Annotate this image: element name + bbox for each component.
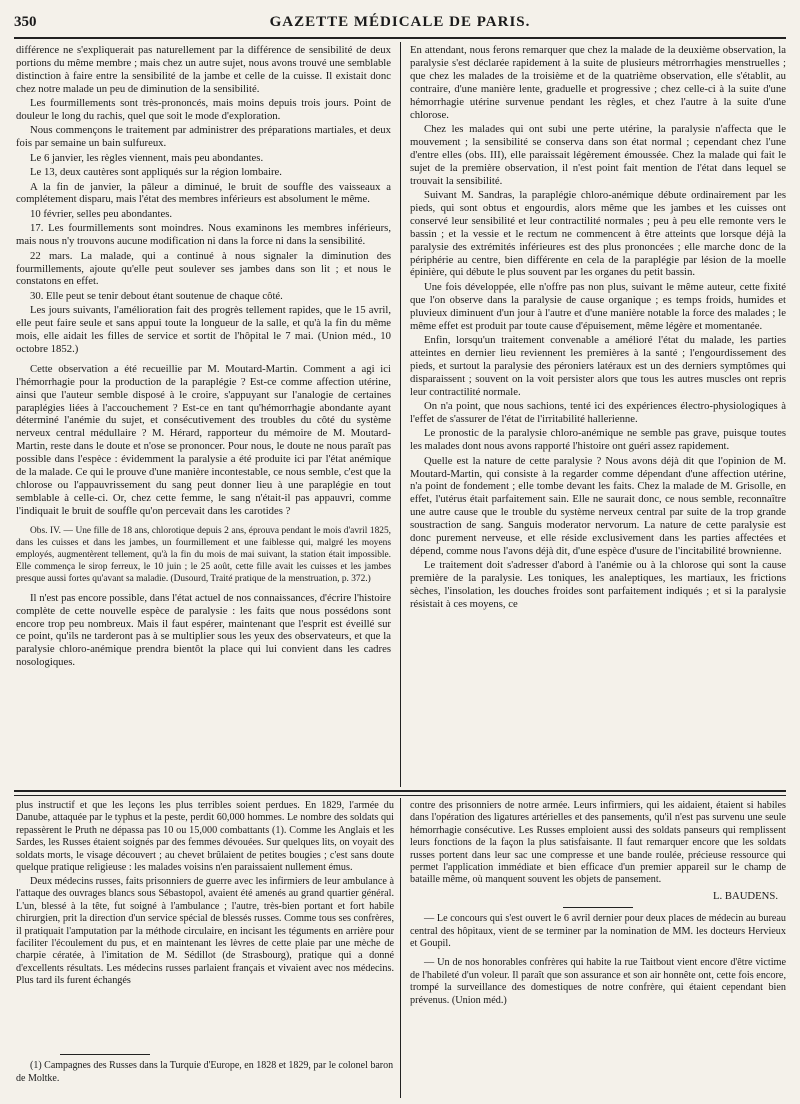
left-column xyxy=(16,44,391,786)
paragraph: Suivant M. Sandras, la paraplégie chloro-anémique débute ordinairement par les pieds, qui sont obtus et engourdis, alors même que les jambes et les cuisses ont conservé leur sensibilité et leur contractilité normales ; peu à peu elle remonte vers le bassin ; et la vessie et le rectum ne commencent à être atteints que lorsque déjà la paralysie des extrémités inférieures est des plus prononcées ; elle marche donc de la périphérie au centre, bien différente en cela de la paraplégie par lésion de la moelle épinière, qui débute le plus souvent par les organes du petit bassin. xyxy=(410,188,786,279)
page-number: 350 xyxy=(14,14,37,30)
paragraph: Il n'est pas encore possible, dans l'état actuel de nos connaissances, d'écrire l'histoire complète de cette nouvelle espèce de paralysie : les faits que nous possédons sont encore trop peu nombreux. Mais il faut espérer, maintenant que l'esprit est éveillé sur ce point, qu'ils ne tarderont pas à se multiplier sous les yeux des observateurs, et que la paralysie chloro-anémique prendra bientôt la place qui lui convient dans les cadres nosologiques. xyxy=(16,591,391,669)
author-signature: L. BAUDENS. xyxy=(712,889,778,902)
paragraph: Cette observation a été recueillie par M. Moutard-Martin. Comment a agi ici l'hémorrhagie pour la production de la paraplégie ? Est-ce comme affection utérine, ainsi que l'auteur semble disposé à le croire, s'appuyant sur l'analogie de certaines paraplégies liées à l'accouchement ? Est-ce en tant qu'hémorrhagie abondante ayant déterminé l'anémie du sujet, et consécutivement des troubles du côté du système nerveux central médullaire ? M. Hérard, rapporteur du mémoire de M. Moutard-Martin, reste dans le doute et n'ose se prononcer. Pour nous, le doute ne nous paraît pas possible dans l'espèce : évidemment la paralysie a été produite ici par l'état anémique de la malade. Ce qui le prouve d'une manière incontestable, ce nous semble, c'est que la chlorose ou l'appauvrissement du sang peut donner lieu à une paraplégie en tout semblable à celle-ci. Or, chez cette femme, le sang n'était-il pas appauvri, comme l'indiquait le bruit de souffle qu'on percevait dans les carotides ? xyxy=(16,362,391,517)
paragraph: Les jours suivants, l'amélioration fait des progrès tellement rapides, que le 15 avril, elle peut faire seule et sans appui toute la longueur de la salle, et qu'à la fin du même mois, elle aidait les filles de service et sortit de l'hôpital le 7 mai. (Union méd., 10 octobre 1852.) xyxy=(16,304,391,355)
paragraph: On n'a point, que nous sachions, tenté ici des expériences électro-physiologiques à l'effet de s'assurer de l'état de l'irritabilité hallerienne. xyxy=(410,399,786,425)
footnote-text: (1) Campagnes des Russes dans la Turquie d'Europe, en 1828 et 1829, par le colonel baron de Moltke. xyxy=(16,1060,394,1084)
paragraph: Nous commençons le traitement par administrer des préparations martiales, et deux fois par semaine un bain sulfureux. xyxy=(16,124,391,150)
column-divider xyxy=(400,42,401,787)
paragraph: Le pronostic de la paralysie chloro-anémique ne semble pas grave, puisque toutes les malades dont nous avons rapporté l'histoire ont guéri assez rapidement. xyxy=(410,427,786,453)
paragraph: A la fin de janvier, la pâleur a diminué, le bruit de souffle des vaisseaux a complétement disparu, mais l'état des membres inférieurs est absolument le même. xyxy=(16,180,391,206)
observation-paragraph: Obs. IV. — Une fille de 18 ans, chlorotique depuis 2 ans, éprouva pendant le mois d'avril 1825, dans les cuisses et dans les jambes, un fourmillement et une faiblesse qui, malgré les moyens employés, augmentèrent tellement, qu'à la fin du mois de mai suivant, la station était impossible. Elle commença le sirop ferreux, le 10 juin ; le 25 août, cette fille avait les cuisses et les jambes presque aussi fortes qu'avant sa maladie. (Dusourd, Traité pratique de la menstruation, p. 372.) xyxy=(16,525,391,584)
column-divider-bottom xyxy=(400,798,401,1098)
section-rule xyxy=(14,790,786,792)
header-rule xyxy=(14,37,786,39)
paragraph: 22 mars. La malade, qui a continué à nous signaler la diminution des fourmillements, ajoute qu'elle peut soulever ses jambes dans son lit ; et nous le constatons en effet. xyxy=(16,249,391,288)
paragraph: Quelle est la nature de cette paralysie ? Nous avons déjà dit que l'opinion de M. Moutard-Martin, qui consiste à la regarder comme dépendant d'une affection utérine, n'a point de fondement ; elle tombe devant les faits. Chez la malade de M. Grisolle, en effet, l'utérus était parfaitement sain. Elle ne saurait donc, ce nous semble, reconnaître une autre cause que le trouble du système nerveux central par suite de la trop grande soustraction de sang. Sanguis moderator nervorum. La nature de cette paralysie est donc purement nerveuse, et elle réside exclusivement dans les parties affectées et dépend, comme nous l'avons déjà dit, d'une espèce d'usure de l'incitabilité brownienne. xyxy=(410,454,786,557)
paragraph: Chez les malades qui ont subi une perte utérine, la paralysie n'affecta que le mouvement ; la sensibilité se conserva dans son état normal ; cependant chez l'une d'entre elles (obs. III), elle paraissait légèrement émoussée. Chez la malade qui fait le sujet de la première observation, il n'est point fait mention de l'état dans lequel se trouvait la sensibilité. xyxy=(410,122,786,187)
news-item: — Le concours qui s'est ouvert le 6 avril dernier pour deux places de médecin au bureau central des hôpitaux, vient de se terminer par la nomination de MM. les docteurs Hervieux et Goupil. xyxy=(410,913,786,950)
paragraph: Enfin, lorsqu'un traitement convenable a amélioré l'état du malade, les parties atteintes en dernier lieu reviennent les premières à la santé ; l'engourdissement des pieds, et surtout la paralysie des péroniers latéraux est un des derniers symptômes qui disparaissent ; souvent on la voit persister alors que tous les autres muscles ont repris leur contractilité normale. xyxy=(410,333,786,398)
paragraph: contre des prisonniers de notre armée. Leurs infirmiers, qui les aidaient, étaient si habiles dans l'opération des ligatures artérielles et des pansements, qu'il n'est pas survenu une seule hémorrhagie consécutive. Les Russes emploient aussi des soldats panseurs qui remplissent leurs fonctions de la façon la plus satisfaisante. Il faut remarquer encore que les soldats russes portent dans leur sac une compresse et une bande roulée, précieuse ressource qui permet l'application immédiate et bien efficace d'un premier appareil sur le champ de bataille même, où manquent souvent les objets de pansement. xyxy=(410,800,786,886)
right-column xyxy=(410,44,786,786)
paragraph: Une fois développée, elle n'offre pas non plus, suivant le même auteur, cette fixité que l'on observe dans la paralysie de cause organique ; es temps froids, humides et pluvieux diminuent d'un jour à l'autre et d'une manière notable la force des malades ; le même effet est produit par toute cause d'épuisement, même légère et momentanée. xyxy=(410,280,786,332)
paragraph: plus instructif et que les leçons les plus terribles soient perdues. En 1829, l'armée du Danube, attaquée par le typhus et la peste, perdit 60,000 hommes. Le nombre des soldats qui repassèrent le Pruth ne dépassa pas 10 ou 15,000 combattants (1). Comme les Anglais et les Sardes, les Russes étaient soignés par des femmes dévouées. Sur quelques lits, on voyait des soldats morts, le visage découvert ; au chevet brûlaient de petites bougies ; c'est sans doute quelque pratique religieuse : les malades voisins n'en paraissaient nullement émus. xyxy=(16,800,394,874)
separator xyxy=(563,907,633,908)
running-title: GAZETTE MÉDICALE DE PARIS. xyxy=(269,14,531,30)
paragraph: En attendant, nous ferons remarquer que chez la malade de la deuxième observation, la paralysie s'est déclarée rapidement à la suite de plusieurs métrorrhagies menstruelles ; que chez les malades de la troisième et de la quatrième observation, elle s'établit, au contraire, d'une manière lente, graduelle et progressive ; chez celle-ci à la suite d'une hémorrhagie utérine survenue pendant les règles, et chez l'autre à la suite d'une chlorose. xyxy=(410,44,786,121)
news-item: — Un de nos honorables confrères qui habite la rue Taitbout vient encore d'être victime de l'habileté d'un voleur. Il paraît que son assurance et son air honnête ont, cette fois encore, trompé la surveillance des domestiques de notre confrère, qui étaient cependant bien prévenus. (Union méd.) xyxy=(410,957,786,1006)
section-rule-thin xyxy=(14,795,786,796)
paragraph: Les fourmillements sont très-prononcés, mais moins depuis trois jours. Point de douleur le long du rachis, quel que soit le mode d'exploration. xyxy=(16,97,391,123)
paragraph: Le 6 janvier, les règles viennent, mais peu abondantes. xyxy=(30,151,264,164)
paragraph: Le 13, deux cautères sont appliqués sur la région lombaire. xyxy=(30,166,282,179)
paragraph: 30. Elle peut se tenir debout étant soutenue de chaque côté. xyxy=(30,289,283,302)
paragraph: différence ne s'expliquerait pas naturellement par la différence de sensibilité de deux portions du même membre ; mais chez un autre sujet, nous avons trouvé une semblable distinction à faire entre la sensibilité de la jambe et celle de la cuisse. Il existait donc chez notre malade un peu de diminution de la sensibilité. xyxy=(16,44,391,95)
paragraph: Le traitement doit s'adresser d'abord à l'anémie ou à la chlorose qui sont la cause première de la paralysie. Les toniques, les analeptiques, les martiaux, les frictions sèches, l'insolation, les douches froides sont parfaitement indiqués ; et si la paralysie résistait à ces moyens, ce xyxy=(410,559,786,611)
paragraph: 17. Les fourmillements sont moindres. Nous examinons les membres inférieurs, mais nous n'y trouvons aucune modification ni dans la force ni dans la sensibilité. xyxy=(16,222,391,248)
bottom-right-column xyxy=(410,800,786,1098)
paragraph: 10 février, selles peu abondantes. xyxy=(30,207,173,220)
paragraph: Deux médecins russes, faits prisonniers de guerre avec les infirmiers de leur ambulance à l'attaque des ouvrages blancs sous Sébastopol, avaient été amenés au grand quartier général. L'un, blessé à la tête, fut soigné à l'ambulance ; l'autre, très-bien portant et fort habile chirurgien, prit la direction d'un service spécial de blessés russes. Comme tous ses confrères, il pratiquait l'amputation par la méthode circulaire, en incisant les téguments en arrière pour faciliter l'écoulement du pus, et en maintenant les lèvres de cette plaie par une mèche de charpie cératée, à l'imitation de M. Sédillot (de Strasbourg), pratique qui a donné d'excellents résultats. Les médecins russes parlaient français et vivaient avec nos médecins. Plus tard ils furent échangés xyxy=(16,875,394,987)
bottom-left-column xyxy=(16,800,394,1050)
page-header xyxy=(14,14,786,36)
footnote-rule xyxy=(60,1054,150,1055)
footnote xyxy=(16,1060,394,1085)
